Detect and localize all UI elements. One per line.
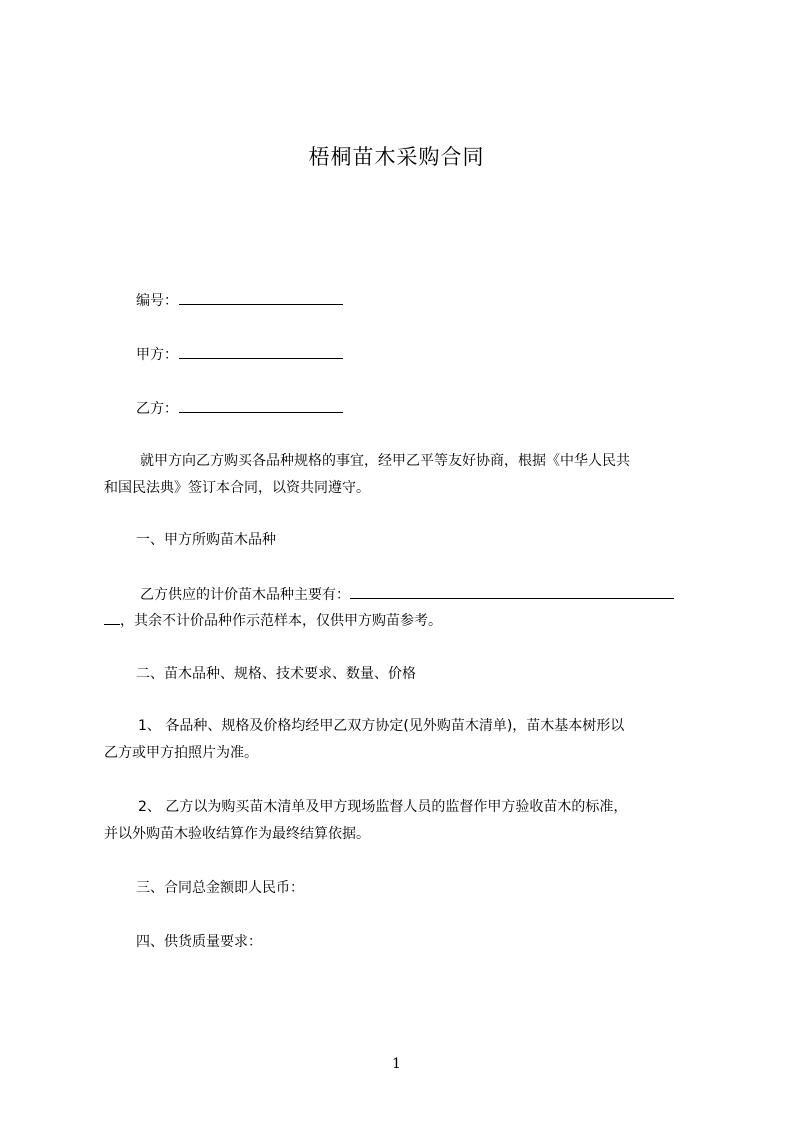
- section-2-item-1-line-2: 乙方或甲方拍照片为准。: [104, 745, 258, 761]
- section-1-blank-1: [350, 584, 674, 599]
- section-1-line-1-text: 乙方供应的计价苗木品种主要有：: [140, 587, 350, 603]
- intro-line-2: 和国民法典》签订本合同，以资共同遵守。: [104, 480, 370, 496]
- section-2-item-2-line-1: 2、 乙方以为购买苗木清单及甲方现场监督人员的监督作甲方验收苗木的标准，: [138, 799, 628, 815]
- party-b-field: [136, 398, 736, 419]
- section-2-item-1-line-1: 1、 各品种、规格及价格均经甲乙双方协定(见外购苗木清单)，苗木基本树形以: [138, 718, 625, 734]
- party-a-field: [136, 344, 736, 365]
- party-a-blank: [179, 344, 343, 359]
- intro-line-1: 就甲方向乙方购买各品种规格的事宜，经甲乙平等友好协商，根据《中华人民共: [140, 453, 630, 469]
- document-title: 梧桐苗木采购合同: [308, 145, 485, 169]
- contract-number-blank: [179, 290, 343, 305]
- party-a-label: 甲方：: [136, 347, 178, 363]
- party-b-blank: [179, 398, 343, 413]
- section-1-blank-2: [104, 610, 120, 625]
- section-2-heading: 二、苗木品种、规格、技术要求、数量、价格: [136, 666, 416, 682]
- contract-number-field: [136, 290, 736, 311]
- party-b-label: 乙方：: [136, 401, 178, 417]
- section-1-line-2-text: ，其余不计价品种作示范样本，仅供甲方购苗参考。: [120, 613, 442, 629]
- section-3-heading: 三、合同总金额即人民币：: [136, 880, 304, 896]
- contract-number-label: 编号：: [136, 293, 178, 309]
- section-2-item-2-line-2: 并以外购苗木验收结算作为最终结算依据。: [104, 826, 370, 842]
- page-number: 1: [392, 1056, 401, 1072]
- section-1-line-1: [140, 584, 740, 605]
- section-4-heading: 四、供货质量要求：: [136, 934, 262, 950]
- section-1-line-2: [104, 610, 704, 631]
- section-1-heading: 一、甲方所购苗木品种: [136, 532, 276, 548]
